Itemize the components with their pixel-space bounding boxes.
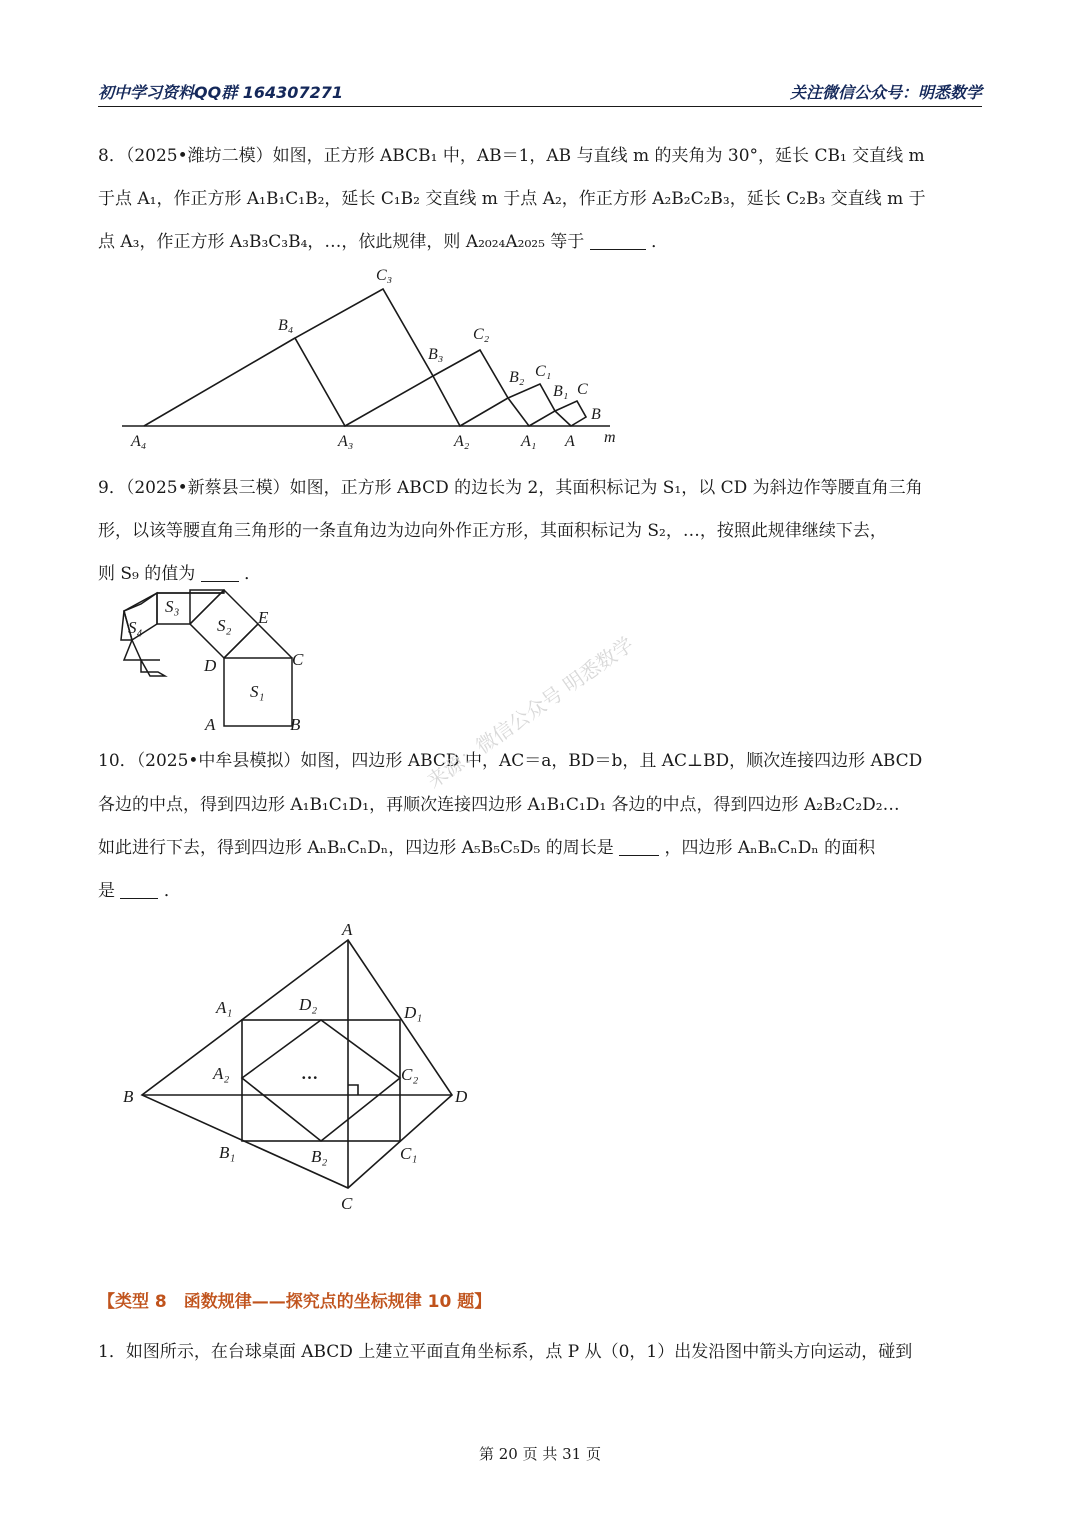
label-b: B (123, 1087, 134, 1106)
label-b: B (290, 715, 301, 734)
label-c2: C₂ (473, 326, 490, 343)
label-a2: A₂ (213, 1064, 230, 1083)
label-b2: B₂ (311, 1147, 328, 1166)
spiral-inner (132, 640, 160, 660)
q9-line-3-text: 则 S₉ 的值为 (98, 564, 196, 584)
q10-line-3-text-b: ，四边形 AₙBₙCₙDₙ 的面积 (664, 838, 876, 858)
label-b1: B₁ (553, 383, 569, 400)
q1-line-1: 1．如图所示，在台球桌面 ABCD 上建立平面直角坐标系，点 P 从（0，1）出发沿图中箭头方向运动，碰到 (98, 1342, 913, 1362)
label-e: E (258, 608, 269, 627)
label-s4: S₄ (128, 618, 143, 637)
watermark: 来源：微信公众号 明悉数学 (422, 631, 638, 793)
label-a2: A₂ (454, 433, 470, 450)
rhombus-a2b2c2d2 (242, 1020, 400, 1141)
label-a: A (205, 715, 216, 734)
label-d2: D₂ (299, 995, 318, 1014)
right-angle-mark (348, 1085, 358, 1095)
q10-answer-blank-1[interactable] (619, 838, 659, 856)
label-a: A (342, 920, 353, 939)
label-c1: C₁ (400, 1144, 418, 1163)
label-b: B (591, 406, 601, 423)
label-c1: C₁ (535, 363, 552, 380)
label-c: C (577, 381, 588, 398)
square-abcb1 (555, 401, 586, 426)
label-a1: A₁ (216, 998, 233, 1017)
label-b3: B₃ (428, 346, 444, 363)
q8-line-1: 8．（2025•潍坊二模）如图，正方形 ABCB₁ 中，AB＝1，AB 与直线 m 的夹角为 30°，延长 CB₁ 交直线 m (98, 146, 925, 166)
label-b1: B₁ (219, 1143, 236, 1162)
triangle-cde (224, 624, 292, 658)
square-a2b2c2b3 (433, 350, 508, 426)
q8-line-3-end: ． (651, 232, 669, 252)
segment-a4-b4 (144, 338, 295, 426)
header-left-text: 初中学习资料QQ群 164307271 (98, 83, 343, 102)
label-c2: C₂ (401, 1065, 419, 1084)
label-c: C (341, 1194, 353, 1213)
label-s3: S₃ (165, 597, 180, 616)
label-a3: A₃ (338, 433, 354, 450)
label-a1: A₁ (521, 433, 537, 450)
label-d: D (455, 1087, 468, 1106)
label-b4: B₄ (278, 317, 294, 334)
q10-answer-blank-2[interactable] (120, 881, 158, 899)
label-m: m (604, 429, 616, 446)
rectangle-a1b1c1d1 (242, 1020, 400, 1141)
label-s2: S₂ (217, 616, 232, 635)
q9-line-2: 形，以该等腰直角三角形的一条直角边为边向外作正方形，其面积标记为 S₂，…，按照此规律继续下去， (98, 521, 887, 541)
square-a1b1c1b2 (508, 384, 555, 426)
q9-line-1: 9．（2025•新蔡县三模）如图，正方形 ABCD 的边长为 2，其面积标记为 S₁，以 CD 为斜边作等腰直角三角 (98, 478, 923, 498)
label-d: D (204, 656, 217, 675)
label-a4: A₄ (131, 433, 147, 450)
q9-line-3-end: ． (244, 564, 262, 584)
q10-line-1: 10．（2025•中牟县模拟）如图，四边形 ABCD 中，AC＝a，BD＝b，且 AC⊥BD，顺次连接四边形 ABCD (98, 751, 923, 771)
label-a: A (565, 433, 575, 450)
q8-line-3-text: 点 A₃，作正方形 A₃B₃C₃B₄，…，依此规律，则 A₂₀₂₄A₂₀₂₅ 等于 (98, 232, 585, 252)
header-right-text: 关注微信公众号：明悉数学 (789, 83, 982, 102)
label-s1: S₁ (250, 682, 265, 701)
q9-line-3 (98, 559, 261, 584)
label-d1: D₁ (404, 1003, 423, 1022)
q8-line-2: 于点 A₁，作正方形 A₁B₁C₁B₂，延长 C₁B₂ 交直线 m 于点 A₂，作正方形 A₂B₂C₂B₃，延长 C₂B₃ 交直线 m 于 (98, 189, 926, 209)
page-footer: 第 20 页 共 31 页 (478, 1445, 601, 1463)
label-b2: B₂ (509, 369, 525, 386)
q10-line-3 (98, 833, 875, 858)
label-c3: C₃ (376, 267, 393, 284)
section-heading: 【类型 8 函数规律——探究点的坐标规律 10 题】 (98, 1292, 492, 1312)
q10-line-4-end: ． (163, 881, 181, 901)
q10-line-3-text-a: 如此进行下去，得到四边形 AₙBₙCₙDₙ，四边形 A₅B₅C₅D₅ 的周长是 (98, 838, 614, 858)
q9-answer-blank[interactable] (201, 564, 239, 582)
q10-line-2: 各边的中点，得到四边形 A₁B₁C₁D₁，再顺次连接四边形 A₁B₁C₁D₁ 各边的中点，得到四边形 A₂B₂C₂D₂… (98, 795, 900, 815)
label-ellipsis: … (301, 1064, 318, 1083)
q10-line-4-text: 是 (98, 881, 115, 901)
label-c: C (292, 650, 304, 669)
square-a3b3c3b4 (295, 289, 433, 426)
q10-line-4 (98, 876, 181, 901)
